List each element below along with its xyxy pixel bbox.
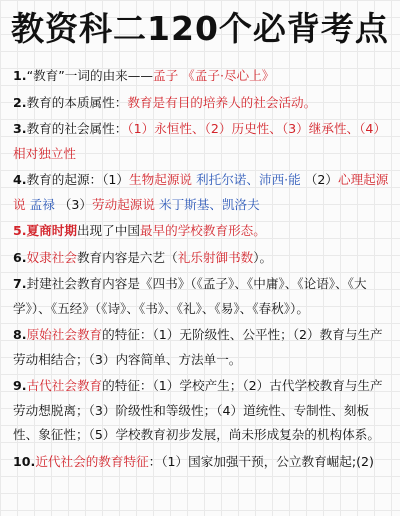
point-item	[13, 246, 390, 271]
point-item	[13, 64, 390, 89]
point-text: 教育的起源：（1）	[26, 172, 130, 187]
point-text: 的特征：（1）学校产生；（2）古代学校教育与生产劳动想脱离；（3）阶级性和等级性；（4）道统性、专制性、刻板性、象征性；（5）学校教育初步发展，尚未形成复杂的机构体系。	[13, 378, 383, 442]
point-text: 劳动起源说	[92, 196, 155, 212]
page-title: 教资科二120个必背考点	[11, 9, 389, 48]
points-list	[0, 64, 400, 474]
point-text: 礼乐射御书数	[177, 249, 254, 265]
point-item	[13, 450, 390, 475]
point-text: （2）	[304, 172, 338, 187]
point-text: 教育内容是六艺（	[76, 249, 178, 265]
point-text: 封建社会教育内容是《四书》（《孟子》、《中庸》、《论语》、《大学》）、《五经》（《诗》、《书》、《礼》、《易》、《春秋》）。	[13, 276, 367, 316]
point-text: 奴隶社会	[26, 249, 77, 265]
point-text: 最早的学校教育形态。	[139, 223, 266, 238]
point-text: 9.	[13, 378, 27, 393]
point-text: 出现了中国	[76, 223, 140, 238]
point-item	[13, 168, 390, 217]
point-text: 近代社会的教育特征	[35, 453, 149, 469]
point-text: ）。	[253, 249, 273, 265]
point-text: 7.	[13, 276, 27, 291]
point-text: ：（1）国家加强干预，公立教育崛起;(2)	[148, 453, 374, 469]
point-text: 4.	[13, 172, 27, 187]
point-text: 3.	[13, 121, 27, 136]
point-item	[13, 91, 390, 116]
point-item	[13, 323, 390, 372]
point-text: 教育是有目的培养人的社会活动。	[127, 94, 317, 110]
point-text: 孟禄	[25, 196, 59, 212]
point-text: 心理起源说	[13, 172, 389, 212]
point-item	[13, 374, 390, 448]
point-text: 6.	[13, 249, 27, 265]
point-text: 2.	[13, 94, 27, 110]
point-text: （1）永恒性、（2）历史性、（3）继承性、（4）相对独立性	[13, 121, 387, 161]
point-text: 5.夏商时期	[13, 223, 77, 238]
point-text: 的特征：（1）无阶级性、公平性；（2）教育与生产劳动相结合；（3）内容简单、方法单一。	[13, 327, 383, 367]
point-text: 古代社会教育	[26, 378, 103, 393]
point-text: 1.	[13, 68, 27, 83]
point-text: （3）	[58, 196, 92, 212]
point-text: 原始社会教育	[26, 327, 103, 342]
point-item	[13, 219, 390, 244]
point-text: 教育的社会属性：	[26, 121, 128, 136]
point-text: 米丁斯基、凯洛夫	[154, 196, 260, 212]
point-text: “教育”一词的由来——	[26, 68, 153, 83]
point-text: 教育的本质属性：	[26, 94, 128, 110]
point-text: 利托尔诺、沛西·能	[192, 172, 305, 187]
point-item	[13, 272, 390, 321]
point-text: 孟子 《孟子·尽心上》	[152, 68, 275, 83]
point-text: 10.	[13, 453, 36, 469]
point-item	[13, 117, 390, 166]
point-text: 生物起源说	[129, 172, 192, 187]
point-text: 8.	[13, 327, 27, 342]
